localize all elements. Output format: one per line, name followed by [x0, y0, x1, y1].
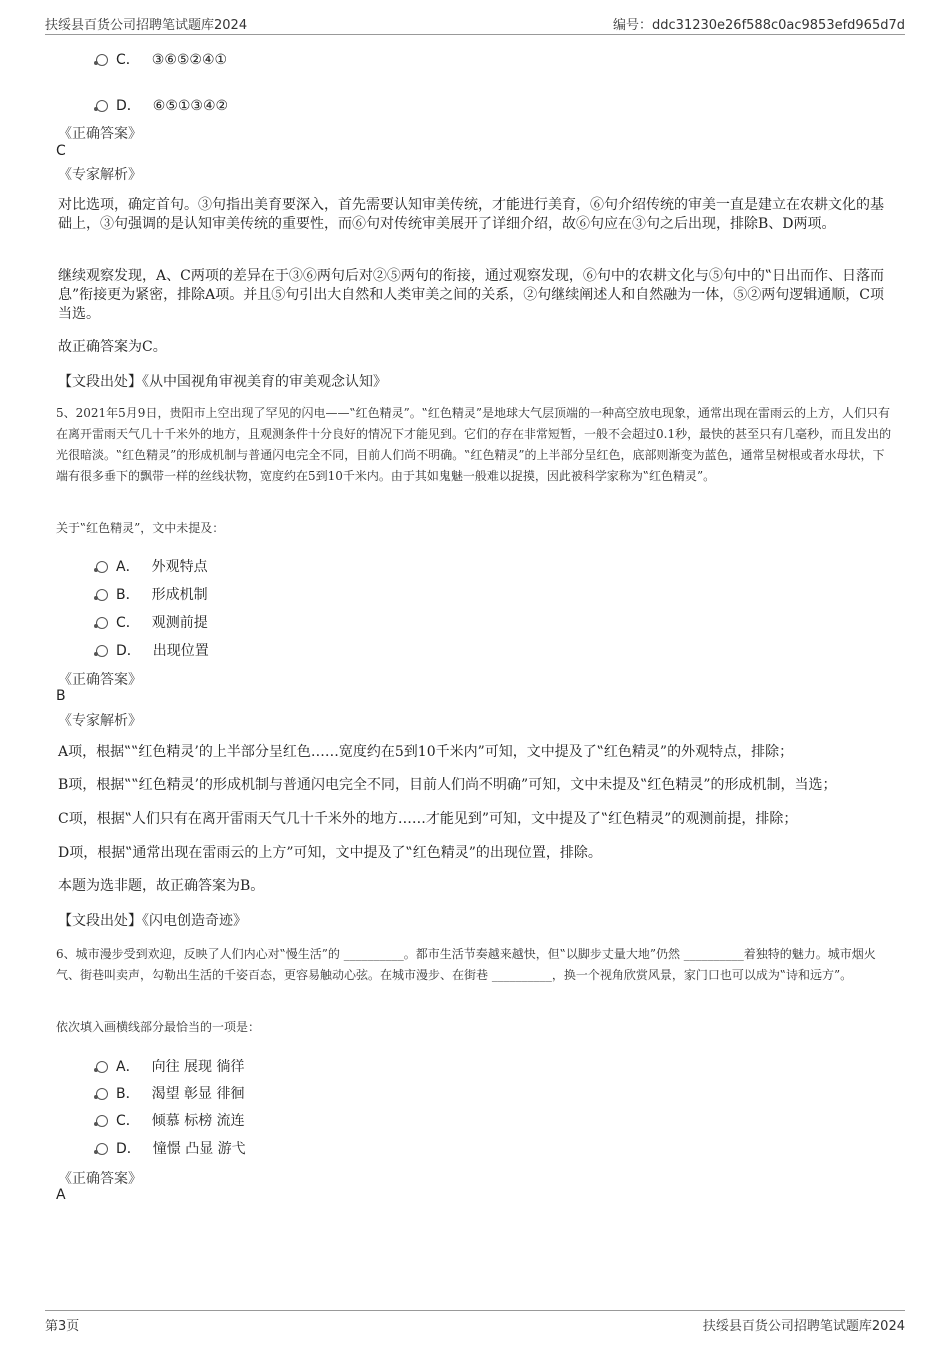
analysis-paragraph: D项，根据‟通常出现在雷雨云的上方”可知，文中提及了‟红色精灵”的出现位置，排除。 — [58, 845, 602, 861]
footer-title: 扶绥县百货公司招聘笔试题库2024 — [702, 1319, 905, 1334]
source-citation: 【文段出处】《从中国视角审视美育的审美观念认知》 — [58, 374, 387, 390]
answer-value: B — [56, 688, 66, 704]
question-text: 6、城市漫步受到欢迎，反映了人们内心对‟慢生活”的 __________。都市生活节奏越来越快，但‟以脚步丈量大地”仍然 __________着独特的魅力。城市烟火气、街巷叫卖声，勾勒出生活的千姿百态，更容易触动心弦。在城市漫步、在街巷 __________，换一个视角欣赏风景，家门口也可以成为‟诗和远方”。 — [56, 947, 876, 982]
analysis-label: 《专家解析》 — [58, 167, 142, 183]
radio-icon[interactable] — [96, 645, 108, 657]
question-prompt: 关于‟红色精灵”，文中未提及： — [56, 521, 225, 535]
analysis-paragraph: 对比选项，确定首句。③句指出美育要深入，首先需要认知审美传统，才能进行美育，⑥句介绍传统的审美一直是建立在农耕文化的基础上，③句强调的是认知审美传统的重要性，而⑥句对传统审美展开了详细介绍，故⑥句应在③句之后出现，排除B、D两项。 — [58, 197, 884, 232]
radio-icon[interactable] — [96, 54, 108, 66]
answer-value: C — [56, 143, 66, 159]
document-number: 编号：ddc31230e26f588c0ac9853efd965d7d — [613, 18, 905, 33]
question-prompt: 依次填入画横线部分最恰当的一项是： — [56, 1020, 261, 1034]
option-c[interactable]: C． ③⑥⑤②④① — [96, 49, 227, 69]
question-text: 5、2021年5月9日，贵阳市上空出现了罕见的闪电——‟红色精灵”。‟红色精灵”是地球大气层顶端的一种高空放电现象，通常出现在雷雨云的上方，人们只有在离开雷雨天气几十千米外的地方，且观测条件十分良好的情况下才能见到。它们的存在非常短暂，一般不会超过0.1秒，最快的甚至只有几毫秒，而且发出的光很暗淡。‟红色精灵”的形成机制与普通闪电完全不同，目前人们尚不明确。‟红色精灵”的上半部分呈红色，底部则渐变为蓝色，通常呈树根或者水母状，下端有很多垂下的飘带一样的丝线状物，宽度约在5到10千米内。由于其如鬼魅一般难以捉摸，因此被科学家称为‟红色精灵”。 — [56, 406, 892, 483]
option-a[interactable]: A． 向往 展现 徜徉 — [96, 1056, 244, 1076]
analysis-paragraph: 故正确答案为C。 — [58, 339, 167, 355]
radio-icon[interactable] — [96, 561, 108, 573]
option-c[interactable]: C． 观测前提 — [96, 612, 208, 632]
page-header — [45, 14, 905, 35]
analysis-paragraph: 继续观察发现，A、C两项的差异在于③⑥两句后对②⑤两句的衔接，通过观察发现，⑥句中的农耕文化与⑤句中的‟日出而作、日落而息”衔接更为紧密，排除A项。并且⑤句引出大自然和人类审美之间的关系，②句继续阐述人和自然融为一体，⑤②两句逻辑通顺，C项当选。 — [58, 268, 884, 322]
answer-label: 《正确答案》 — [58, 672, 142, 688]
analysis-paragraph: C项，根据‟人们只有在离开雷雨天气几十千米外的地方……才能见到”可知，文中提及了‟红色精灵”的观测前提，排除； — [58, 811, 798, 827]
source-citation: 【文段出处】《闪电创造奇迹》 — [58, 913, 247, 929]
radio-icon[interactable] — [96, 1115, 108, 1127]
answer-value: A — [56, 1187, 66, 1203]
page-footer — [45, 1310, 905, 1335]
header-title: 扶绥县百货公司招聘笔试题库2024 — [45, 18, 248, 33]
radio-icon[interactable] — [96, 617, 108, 629]
radio-icon[interactable] — [96, 1061, 108, 1073]
analysis-label: 《专家解析》 — [58, 713, 142, 729]
radio-icon[interactable] — [96, 100, 108, 112]
radio-icon[interactable] — [96, 1088, 108, 1100]
analysis-paragraph: A项，根据‟‟红色精灵’的上半部分呈红色……宽度约在5到10千米内”可知，文中提及了‟红色精灵”的外观特点，排除； — [58, 744, 794, 760]
option-c[interactable]: C． 倾慕 标榜 流连 — [96, 1110, 245, 1130]
answer-label: 《正确答案》 — [58, 1171, 142, 1187]
radio-icon[interactable] — [96, 589, 108, 601]
page-number: 第3页 — [45, 1319, 80, 1334]
option-b[interactable]: B． 形成机制 — [96, 584, 208, 604]
analysis-paragraph: B项，根据‟‟红色精灵’的形成机制与普通闪电完全不同，目前人们尚不明确”可知，文中未提及‟红色精灵”的形成机制，当选； — [58, 777, 837, 793]
option-b[interactable]: B． 渴望 彰显 徘徊 — [96, 1083, 245, 1103]
option-d[interactable]: D． 憧憬 凸显 游弋 — [96, 1138, 246, 1158]
option-a[interactable]: A． 外观特点 — [96, 556, 208, 576]
answer-label: 《正确答案》 — [58, 126, 142, 142]
radio-icon[interactable] — [96, 1143, 108, 1155]
option-d[interactable]: D． 出现位置 — [96, 640, 209, 660]
analysis-paragraph: 本题为选非题，故正确答案为B。 — [58, 878, 265, 894]
option-d[interactable]: D． ⑥⑤①③④② — [96, 95, 228, 115]
